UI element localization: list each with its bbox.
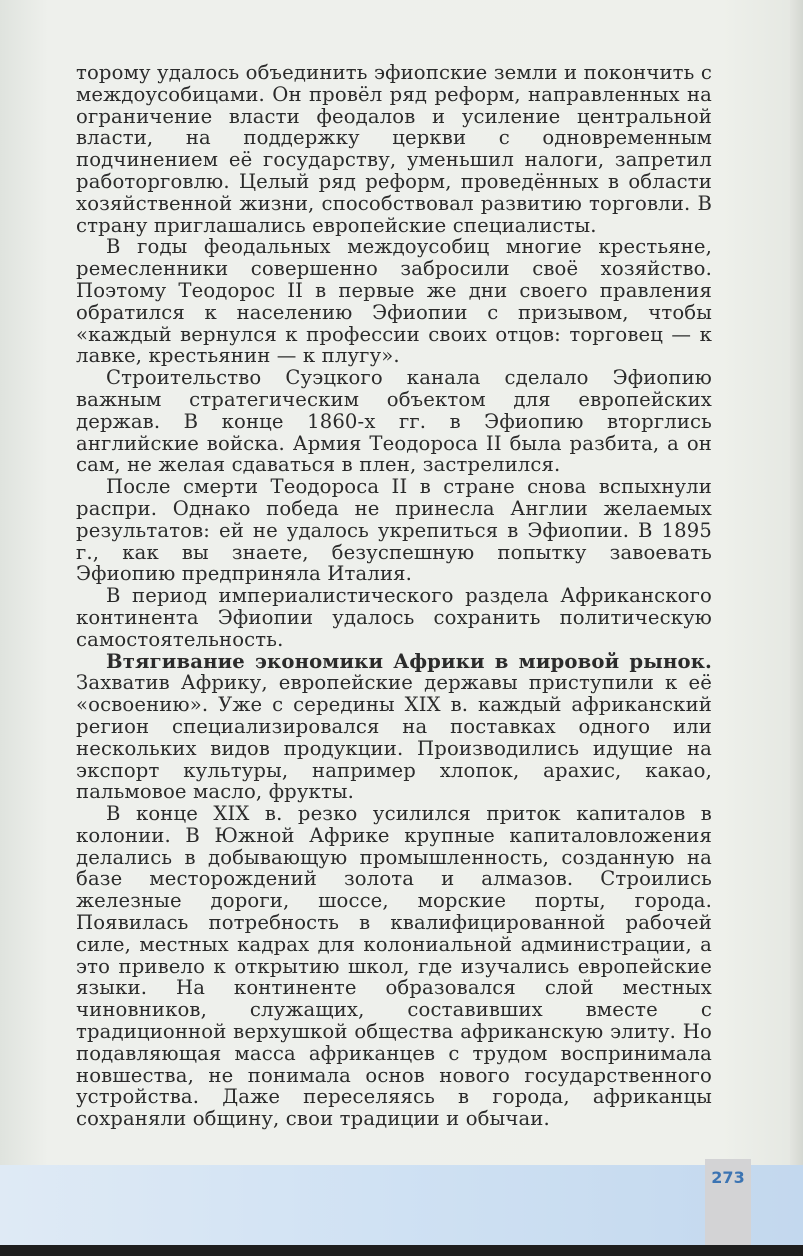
paragraph-2 [76,236,712,367]
page-number: 273 [711,1168,745,1187]
body-text [76,62,712,1130]
paragraph-1 [76,62,712,236]
paragraph-6 [76,651,712,804]
paragraph-4 [76,476,712,585]
paragraph-4-text: После смерти Теодороса II в стране снова вспыхнули распри. Однако победа не принесла Англии желаемых результатов: ей не удалось укрепиться в Эфиопии. В 1895 г., как вы знаете, безуспешную попытку завоевать Эфиопию предприняла Италия. [76,475,712,586]
paragraph-7-text: В конце XIX в. резко усилился приток капиталов в колонии. В Южной Африке крупные капиталовложения делались в добывающую промышленность, созданную на базе месторождений золота и алмазов. Строились железные дороги, шоссе, морские порты, города. Появилась потребность в квалифицированной рабочей силе, местных кадрах для колониальной администрации, а это привело к открытию школ, где изучались европейские языки. На континенте образовался слой местных чиновников, служащих, составивших вместе с традиционной верхушкой общества африканскую элиту. Но подавляющая масса африканцев с трудом воспринимала новшества, не понимала основ нового государственного устройства. Даже переселяясь в города, африканцы сохраняли общину, свои традиции и обычаи. [76,802,712,1131]
paragraph-5 [76,585,712,650]
paragraph-5-text: В период империалистического раздела Африканского континента Эфиопии удалось сохранить политическую самостоятельность. [76,584,712,651]
page-right-edge [790,0,803,1245]
paragraph-7 [76,803,712,1130]
paragraph-3 [76,367,712,476]
paragraph-2-text: В годы феодальных междоусобиц многие крестьяне, ремесленники совершенно забросили своё хозяйство. Поэтому Теодорос II в первые же дни своего правления обратился к населению Эфиопии с призывом, чтобы «каждый вернулся к профессии своих отцов: торговец — к лавке, крестьянин — к плугу». [76,235,712,368]
section-heading-africa-economy: Втягивание экономики Африки в мировой рынок. [106,649,712,673]
footer-band [0,1165,803,1245]
paragraph-6-text: Захватив Африку, европейские державы приступили к её «освоению». Уже с середины XIX в. каждый африканский регион специализировался на поставках одного или нескольких видов продукции. Производились идущие на экспорт культуры, например хлопок, арахис, какао, пальмовое масло, фрукты. [76,671,712,804]
paragraph-1-text: торому удалось объединить эфиопские земли и покончить с междоусобицами. Он провёл ряд реформ, направленных на ограничение власти феодалов и усиление центральной власти, на поддержку церкви с одновременным подчинением её государству, уменьшил налоги, запретил работорговлю. Целый ряд реформ, проведённых в области хозяйственной жизни, способствовал развитию торговли. В страну приглашались европейские специалисты. [76,61,712,237]
paragraph-3-text: Строительство Суэцкого канала сделало Эфиопию важным стратегическим объектом для европейских держав. В конце 1860-х гг. в Эфиопию вторглись английские войска. Армия Теодороса II была разбита, а он сам, не желая сдаваться в плен, застрелился. [76,366,712,477]
page-bottom-edge [0,1245,803,1256]
